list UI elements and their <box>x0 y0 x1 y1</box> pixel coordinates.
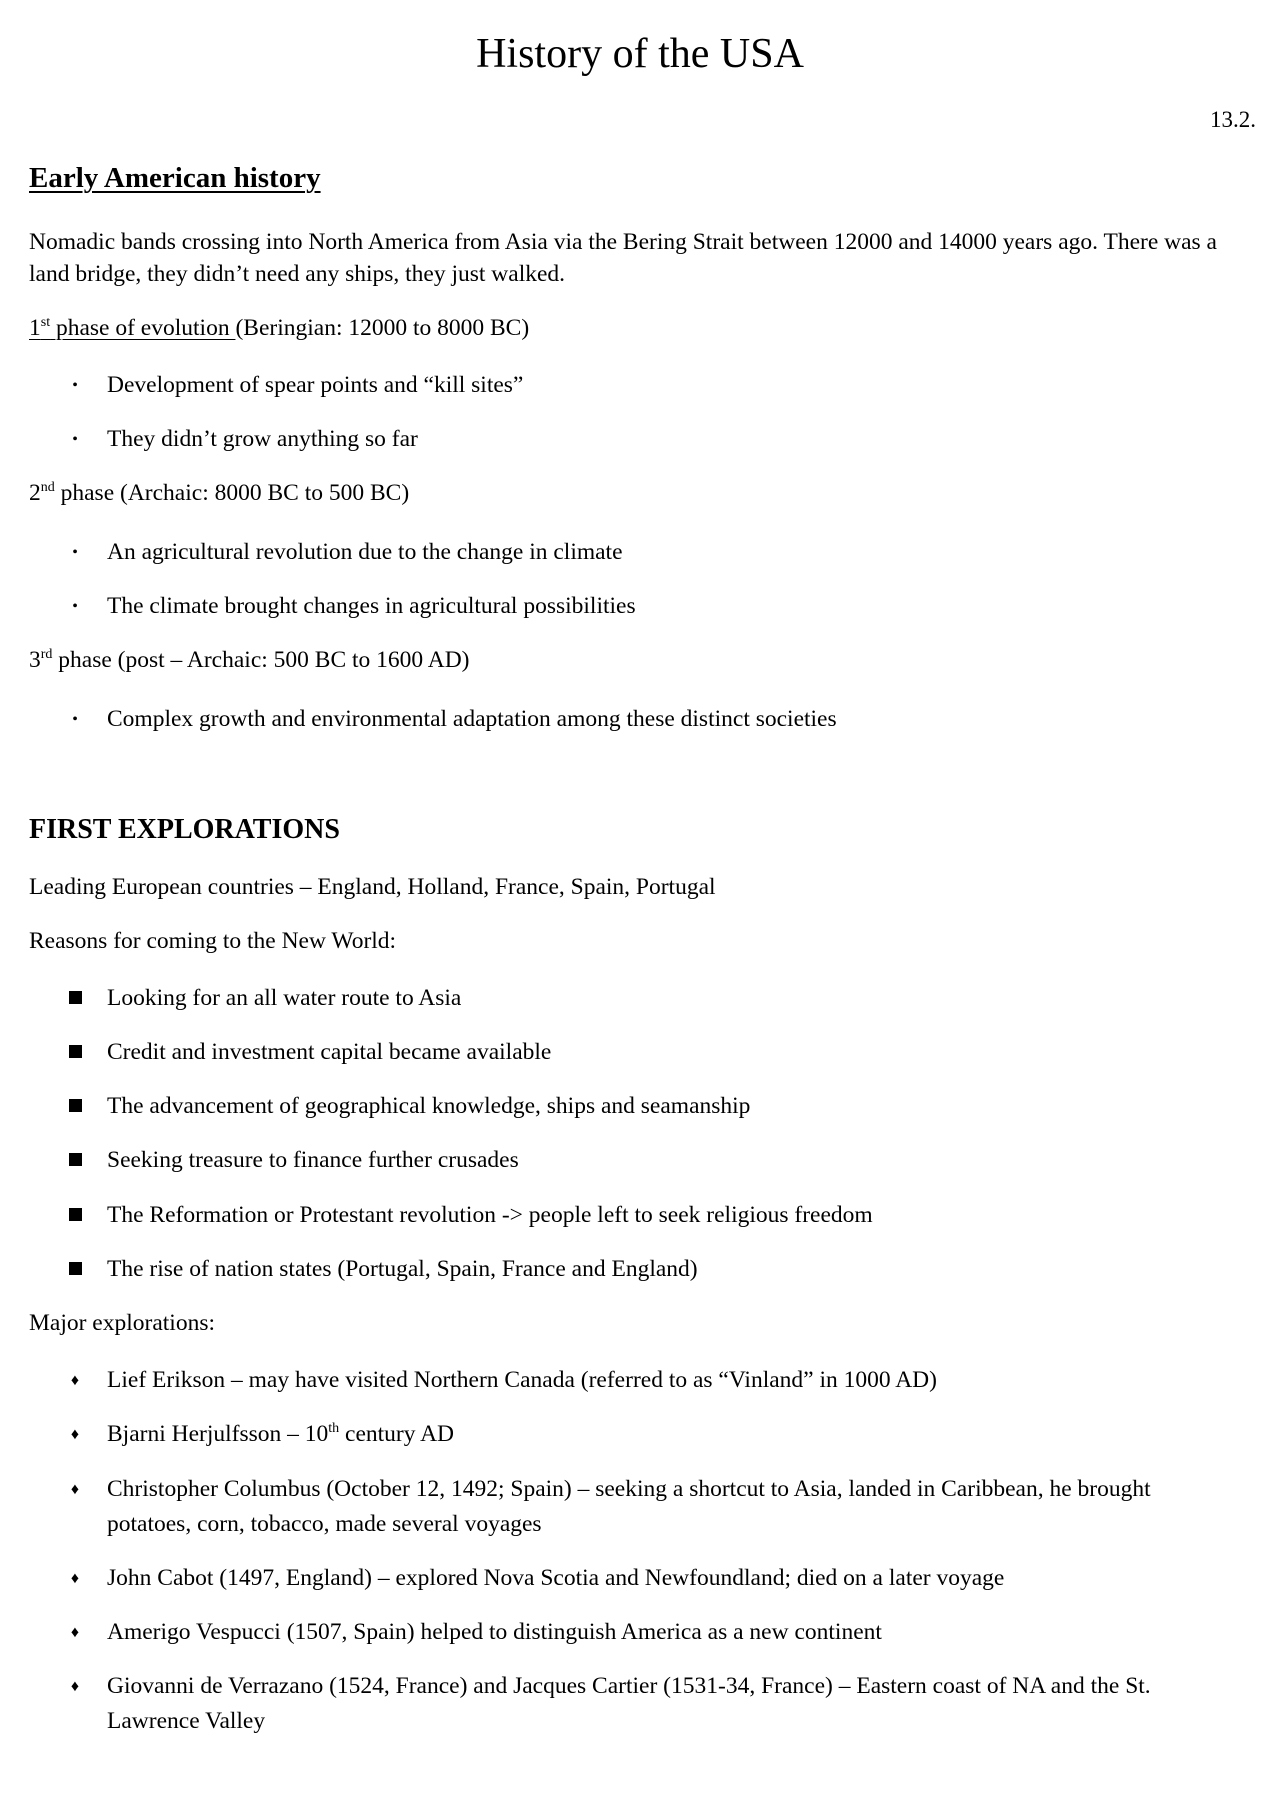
list-item-text: Amerigo Vespucci (1507, Spain) helped to distinguish America as a new continent <box>107 1619 882 1645</box>
page-title: History of the USA <box>476 31 804 77</box>
section-heading-early-history: Early American history <box>29 162 321 194</box>
bullet-dot-icon: • <box>72 711 78 728</box>
list-item-text: Seeking treasure to finance further crusades <box>107 1147 519 1173</box>
phase-2-number: 2 <box>29 480 41 506</box>
list-item-text: They didn’t grow anything so far <box>107 426 418 452</box>
bullet-square-icon <box>66 1089 84 1124</box>
phase-2-heading <box>29 477 409 509</box>
bullet-square-icon <box>66 1143 84 1178</box>
list-item-text: Credit and investment capital became available <box>107 1039 552 1065</box>
list-item-text: The rise of nation states (Portugal, Spain, France and England) <box>107 1256 698 1282</box>
phase-3-text: phase (post – Archaic: 500 BC to 1600 AD) <box>52 647 470 673</box>
bullet-square-icon <box>66 1035 84 1070</box>
reasons-label: Reasons for coming to the New World: <box>29 928 397 954</box>
list-item-text: The Reformation or Protestant revolution -> people left to seek religious freedom <box>107 1202 873 1228</box>
list-item-text: The climate brought changes in agricultural possibilities <box>107 593 636 619</box>
leading-countries-line: Leading European countries – England, Holland, France, Spain, Portugal <box>29 874 716 900</box>
herjulfsson-text: Bjarni Herjulfsson – 10 <box>107 1421 329 1447</box>
bullet-diamond-icon: ♦ <box>70 1570 80 1587</box>
bullet-square-icon <box>66 1198 84 1233</box>
list-item-text: The advancement of geographical knowledge, ships and seamanship <box>107 1093 751 1119</box>
bullet-diamond-icon: ♦ <box>70 1678 80 1695</box>
list-item-text: John Cabot (1497, England) – explored Nova Scotia and Newfoundland; died on a later voyage <box>107 1565 1005 1591</box>
phase-1-number: 1 <box>29 315 41 341</box>
list-item-text: Christopher Columbus (October 12, 1492; Spain) – seeking a shortcut to Asia, landed in Caribbean, he brought potatoes, corn, tobacco, made several voyages <box>107 1476 1151 1537</box>
herjulfsson-suffix: century AD <box>339 1421 455 1447</box>
bullet-dot-icon: • <box>72 544 78 561</box>
phase-1-heading <box>29 312 529 344</box>
bullet-square-icon <box>66 1252 84 1287</box>
list-item-text: Looking for an all water route to Asia <box>107 985 462 1011</box>
bullet-dot-icon: • <box>72 598 78 615</box>
bullet-diamond-icon: ♦ <box>70 1481 80 1498</box>
bullet-dot-icon: • <box>72 431 78 448</box>
phase-1-ordinal: st <box>40 315 51 330</box>
intro-paragraph: Nomadic bands crossing into North America from Asia via the Bering Strait between 12000 and 14000 years ago. There was a land bridge, they didn’t need any ships, they just walked. <box>29 229 1217 287</box>
bullet-square-icon <box>66 981 84 1016</box>
list-item-text: An agricultural revolution due to the change in climate <box>107 539 623 565</box>
section-heading-first-explorations: FIRST EXPLORATIONS <box>29 814 340 845</box>
list-item-text: Development of spear points and “kill sites” <box>107 372 524 398</box>
list-item-text: Complex growth and environmental adaptation among these distinct societies <box>107 706 837 732</box>
list-item-text: Giovanni de Verrazano (1524, France) and Jacques Cartier (1531-34, France) – Eastern coast of NA and the St. Lawrence Valley <box>107 1673 1151 1734</box>
phase-3-heading <box>29 644 470 676</box>
bullet-dot-icon: • <box>72 377 78 394</box>
bullet-diamond-icon: ♦ <box>70 1624 80 1641</box>
phase-2-ordinal: nd <box>40 480 55 495</box>
phase-1-period: (Beringian: 12000 to 8000 BC) <box>235 315 530 341</box>
phase-3-ordinal: rd <box>40 647 53 662</box>
date-label: 13.2. <box>1210 107 1256 132</box>
herjulfsson-ordinal: th <box>328 1421 340 1436</box>
bullet-diamond-icon: ♦ <box>70 1426 80 1443</box>
list-item-text <box>107 1417 1237 1452</box>
list-item-text: Lief Erikson – may have visited Northern Canada (referred to as “Vinland” in 1000 AD) <box>107 1367 937 1393</box>
phase-1-text: phase of evolution <box>50 315 236 341</box>
phase-1-label <box>29 315 235 341</box>
phase-3-number: 3 <box>29 647 41 673</box>
bullet-diamond-icon: ♦ <box>70 1372 80 1389</box>
phase-2-text: phase (Archaic: 8000 BC to 500 BC) <box>54 480 410 506</box>
major-explorations-label: Major explorations: <box>29 1310 216 1336</box>
